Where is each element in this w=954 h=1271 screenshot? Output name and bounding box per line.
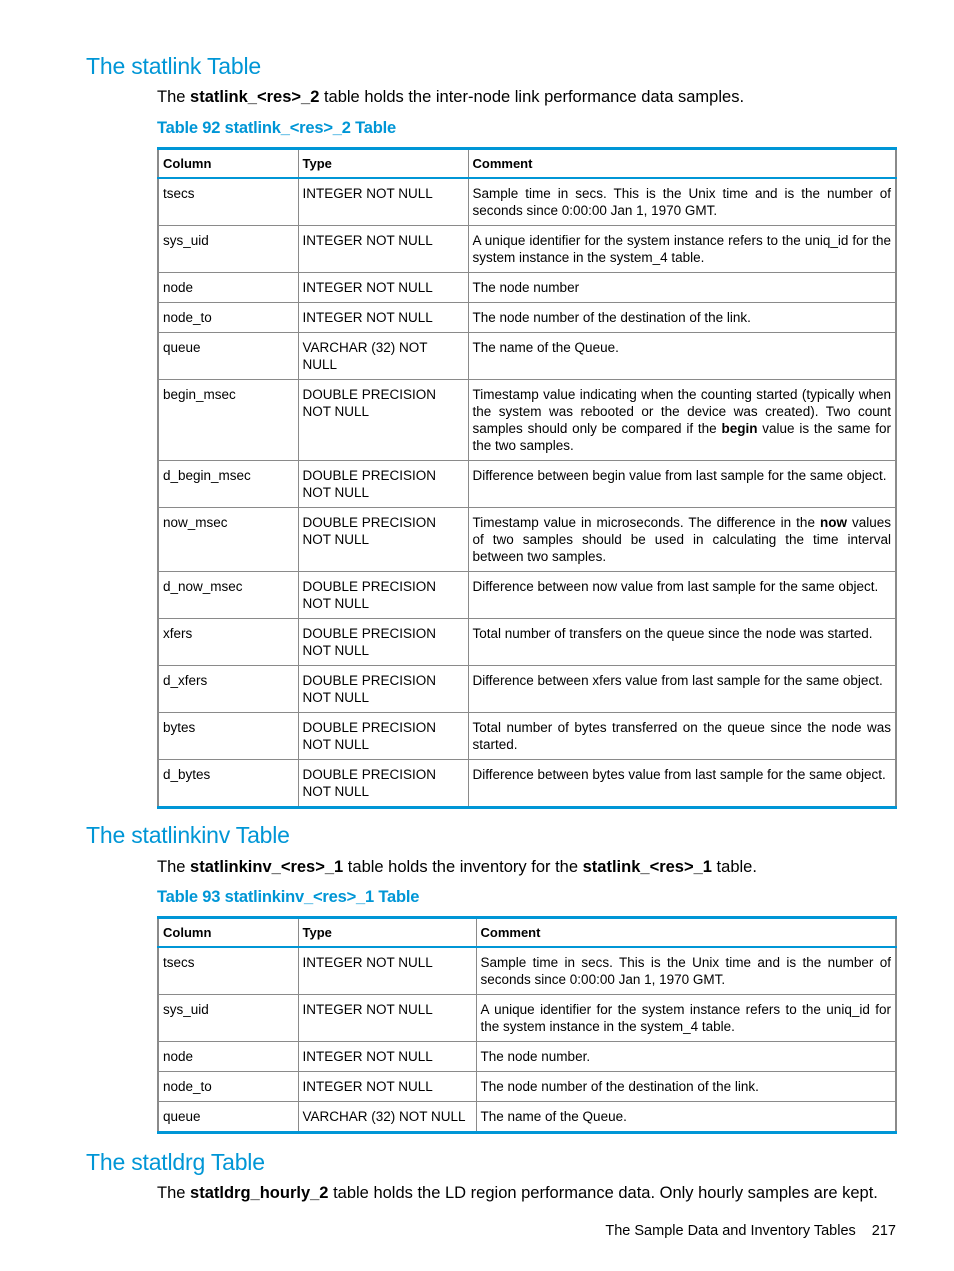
cell-column: xfers: [158, 619, 298, 666]
para-bold: statldrg_hourly_2: [190, 1184, 329, 1202]
cell-comment: [476, 947, 896, 995]
table-header-row: [158, 918, 896, 948]
para-bold: statlinkinv_<res>_1: [190, 858, 344, 876]
para-text: The: [157, 858, 191, 876]
comment-text: The node number: [472, 280, 580, 295]
table-caption-93: Table 93 statlinkinv_<res>_1 Table: [157, 888, 420, 906]
table-row: [158, 1072, 896, 1102]
footer-title: The Sample Data and Inventory Tables: [605, 1223, 856, 1239]
comment-text: The node number.: [480, 1049, 591, 1064]
comment-text: A unique identifier for the system instance refers to the uniq_id for the system instance in the system_4 table.: [472, 233, 891, 265]
comment-text: The node number of the destination of the link.: [472, 310, 751, 325]
cell-type: INTEGER NOT NULL: [298, 303, 468, 333]
comment-bold-text: begin: [721, 421, 758, 436]
cell-type: VARCHAR (32) NOT NULL: [298, 1102, 476, 1133]
section-heading-statlinkinv: The statlinkinv Table: [86, 822, 290, 848]
comment-text: Difference between xfers value from last sample for the same object.: [472, 673, 883, 688]
statldrg-description: [157, 1184, 878, 1203]
cell-type: INTEGER NOT NULL: [298, 178, 468, 226]
cell-comment: [476, 1042, 896, 1072]
cell-comment: [476, 1072, 896, 1102]
cell-column: d_xfers: [158, 666, 298, 713]
header-comment: Comment: [468, 149, 896, 179]
cell-type: INTEGER NOT NULL: [298, 1042, 476, 1072]
cell-column: node_to: [158, 303, 298, 333]
cell-type: INTEGER NOT NULL: [298, 273, 468, 303]
para-text: table holds the LD region performance data. Only hourly samples are kept.: [328, 1184, 878, 1202]
cell-comment: [468, 380, 896, 461]
comment-text: Sample time in secs. This is the Unix time and is the number of seconds since 0:00:00 Jan 1, 1970 GMT.: [472, 186, 891, 218]
para-bold: statlink_<res>_2: [190, 88, 320, 106]
cell-column: sys_uid: [158, 226, 298, 273]
table-caption-92: Table 92 statlink_<res>_2 Table: [157, 119, 396, 137]
table-row: [158, 273, 896, 303]
comment-text: Total number of transfers on the queue since the node was started.: [472, 626, 873, 641]
cell-column: tsecs: [158, 178, 298, 226]
table-row: [158, 333, 896, 380]
cell-column: now_msec: [158, 508, 298, 572]
cell-column: node: [158, 1042, 298, 1072]
cell-type: VARCHAR (32) NOT NULL: [298, 333, 468, 380]
table-row: [158, 572, 896, 619]
cell-type: INTEGER NOT NULL: [298, 1072, 476, 1102]
cell-comment: [476, 995, 896, 1042]
cell-type: DOUBLE PRECISION NOT NULL: [298, 380, 468, 461]
cell-type: DOUBLE PRECISION NOT NULL: [298, 713, 468, 760]
comment-text: The node number of the destination of the link.: [480, 1079, 759, 1094]
table-row: [158, 619, 896, 666]
cell-type: DOUBLE PRECISION NOT NULL: [298, 508, 468, 572]
comment-bold-text: now: [819, 515, 847, 530]
cell-comment: [476, 1102, 896, 1133]
table-row: [158, 713, 896, 760]
statlinkinv-table: [157, 916, 897, 1134]
page-number: 217: [871, 1223, 896, 1239]
comment-text: Timestamp value in microseconds. The difference in the: [472, 515, 820, 530]
comment-text: The name of the Queue.: [480, 1109, 627, 1124]
header-type: Type: [298, 149, 468, 179]
cell-comment: [468, 508, 896, 572]
comment-text: Sample time in secs. This is the Unix time and is the number of seconds since 0:00:00 Jan 1, 1970 GMT.: [480, 955, 891, 987]
table-row: [158, 461, 896, 508]
cell-type: INTEGER NOT NULL: [298, 226, 468, 273]
page-footer: [605, 1223, 896, 1239]
table-row: [158, 760, 896, 808]
cell-type: INTEGER NOT NULL: [298, 995, 476, 1042]
cell-column: begin_msec: [158, 380, 298, 461]
comment-text: Difference between bytes value from last sample for the same object.: [472, 767, 886, 782]
cell-type: DOUBLE PRECISION NOT NULL: [298, 619, 468, 666]
table-header-row: [158, 149, 896, 179]
cell-type: DOUBLE PRECISION NOT NULL: [298, 461, 468, 508]
header-column: Column: [158, 149, 298, 179]
cell-comment: [468, 226, 896, 273]
comment-text: values of two samples should be used in calculating the time interval between two samples.: [472, 515, 891, 564]
section-heading-statldrg: The statldrg Table: [86, 1149, 265, 1175]
table-row: [158, 1102, 896, 1133]
comment-text: Difference between begin value from last sample for the same object.: [472, 468, 887, 483]
cell-comment: [468, 273, 896, 303]
table-row: [158, 666, 896, 713]
cell-column: d_bytes: [158, 760, 298, 808]
cell-column: sys_uid: [158, 995, 298, 1042]
statlink-description: [157, 88, 744, 107]
comment-text: A unique identifier for the system instance refers to the uniq_id for the system instance in the system_4 table.: [480, 1002, 891, 1034]
cell-column: node_to: [158, 1072, 298, 1102]
header-comment: Comment: [476, 918, 896, 948]
cell-column: d_now_msec: [158, 572, 298, 619]
cell-type: INTEGER NOT NULL: [298, 947, 476, 995]
statlinkinv-description: [157, 858, 757, 877]
cell-column: bytes: [158, 713, 298, 760]
comment-text: The name of the Queue.: [472, 340, 619, 355]
cell-column: queue: [158, 1102, 298, 1133]
cell-column: queue: [158, 333, 298, 380]
table-row: [158, 178, 896, 226]
comment-text: value is the same for the two samples.: [472, 421, 892, 453]
cell-comment: [468, 461, 896, 508]
para-text: table.: [711, 858, 757, 876]
cell-type: DOUBLE PRECISION NOT NULL: [298, 666, 468, 713]
cell-comment: [468, 303, 896, 333]
table-row: [158, 1042, 896, 1072]
para-bold: statlink_<res>_1: [582, 858, 712, 876]
header-column: Column: [158, 918, 298, 948]
cell-column: d_begin_msec: [158, 461, 298, 508]
cell-type: DOUBLE PRECISION NOT NULL: [298, 572, 468, 619]
para-text: The: [157, 1184, 191, 1202]
cell-type: DOUBLE PRECISION NOT NULL: [298, 760, 468, 808]
table-row: [158, 947, 896, 995]
table-row: [158, 508, 896, 572]
cell-comment: [468, 333, 896, 380]
cell-comment: [468, 572, 896, 619]
cell-comment: [468, 178, 896, 226]
cell-comment: [468, 713, 896, 760]
section-heading-statlink: The statlink Table: [86, 53, 261, 79]
comment-text: Difference between now value from last sample for the same object.: [472, 579, 879, 594]
table-row: [158, 380, 896, 461]
cell-column: tsecs: [158, 947, 298, 995]
para-text: The: [157, 88, 191, 106]
para-text: table holds the inter-node link performance data samples.: [319, 88, 745, 106]
table-row: [158, 226, 896, 273]
para-text: table holds the inventory for the: [343, 858, 583, 876]
cell-comment: [468, 619, 896, 666]
cell-comment: [468, 666, 896, 713]
statlink-table: [157, 147, 897, 809]
comment-text: Total number of bytes transferred on the queue since the node was started.: [472, 720, 891, 752]
cell-column: node: [158, 273, 298, 303]
header-type: Type: [298, 918, 476, 948]
cell-comment: [468, 760, 896, 808]
table-row: [158, 995, 896, 1042]
comment-text: Timestamp value indicating when the counting started (typically when the system was rebooted or the device was created). Two count samples should only be compared if the: [472, 387, 891, 436]
table-row: [158, 303, 896, 333]
